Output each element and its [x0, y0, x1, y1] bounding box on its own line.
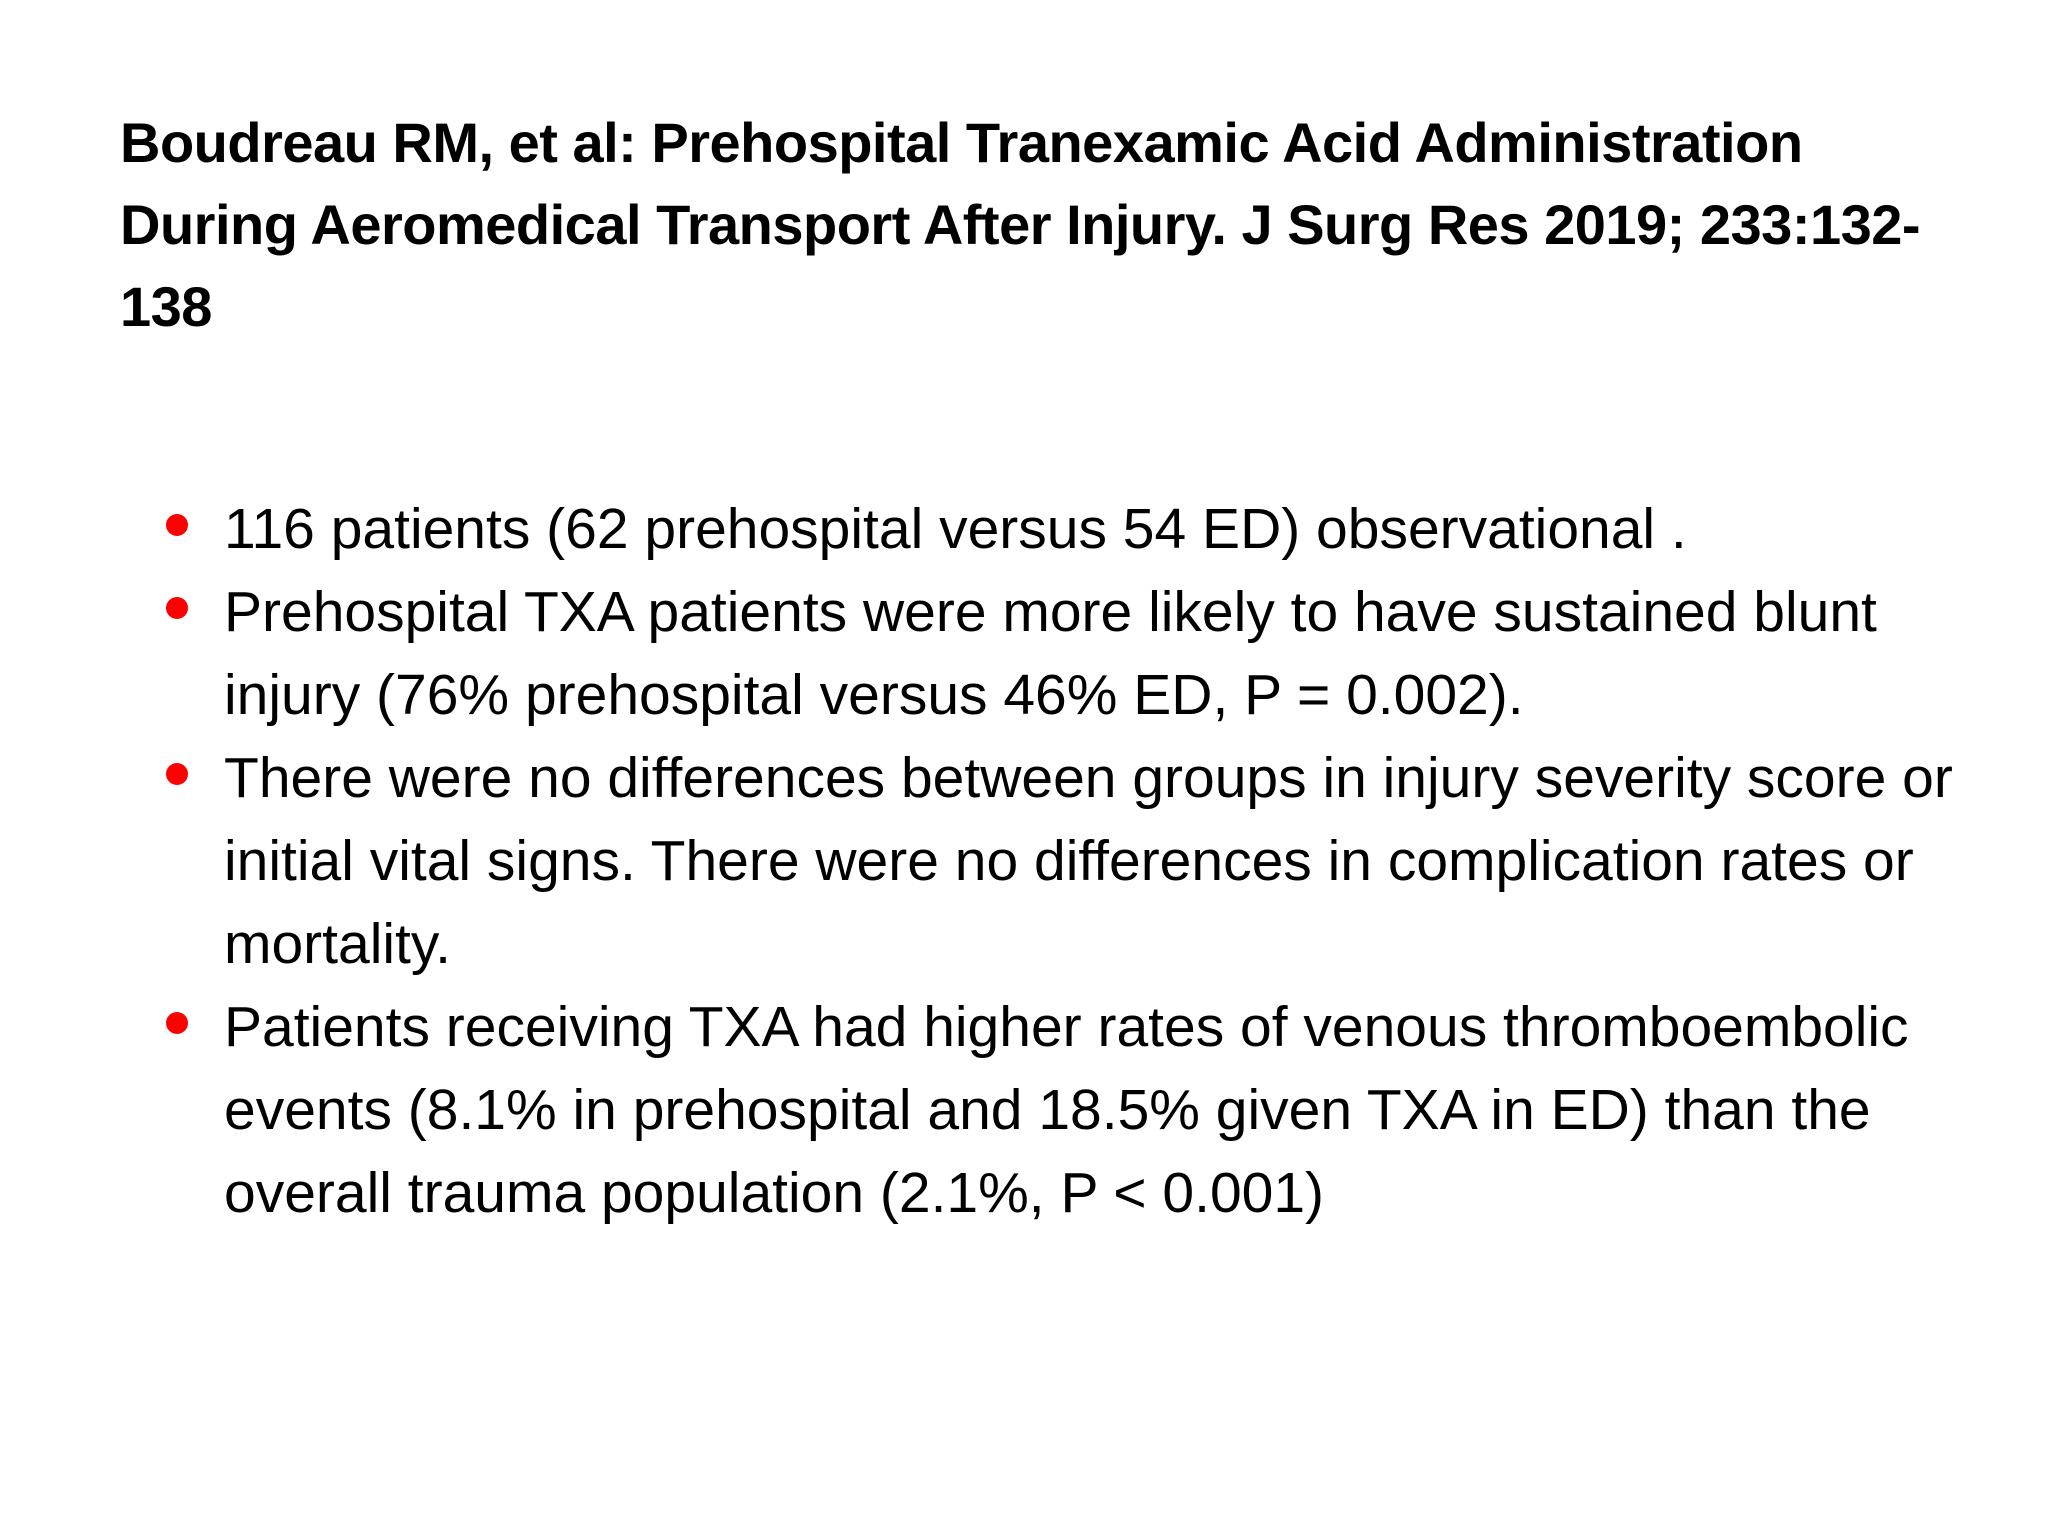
- bullet-text: There were no differences between groups in injury severity score or initial vital signs. There were no differences in complication rates or mortality.: [224, 746, 1953, 976]
- bullet-text: Patients receiving TXA had higher rates of venous thromboembolic events (8.1% in prehospital and 18.5% given TXA in ED) than the overall trauma population (2.1%, P < 0.001): [224, 995, 1909, 1225]
- bullet-dot-icon: [166, 514, 188, 536]
- bullet-list: [160, 488, 1960, 1235]
- bullet-item: [160, 571, 1960, 737]
- bullet-dot-icon: [166, 597, 188, 619]
- slide-title: Boudreau RM, et al: Prehospital Tranexamic Acid Administration During Aeromedical Transport After Injury. J Surg Res 2019; 233:132-138: [120, 111, 1921, 338]
- bullet-dot-icon: [166, 1012, 188, 1034]
- bullet-item: [160, 737, 1960, 986]
- bullet-item: [160, 488, 1960, 571]
- bullet-item: [160, 986, 1960, 1235]
- bullet-text: 116 patients (62 prehospital versus 54 ED) observational .: [224, 497, 1687, 561]
- bullet-text: Prehospital TXA patients were more likely to have sustained blunt injury (76% prehospital versus 46% ED, P = 0.002).: [224, 580, 1877, 727]
- bullet-dot-icon: [166, 763, 188, 785]
